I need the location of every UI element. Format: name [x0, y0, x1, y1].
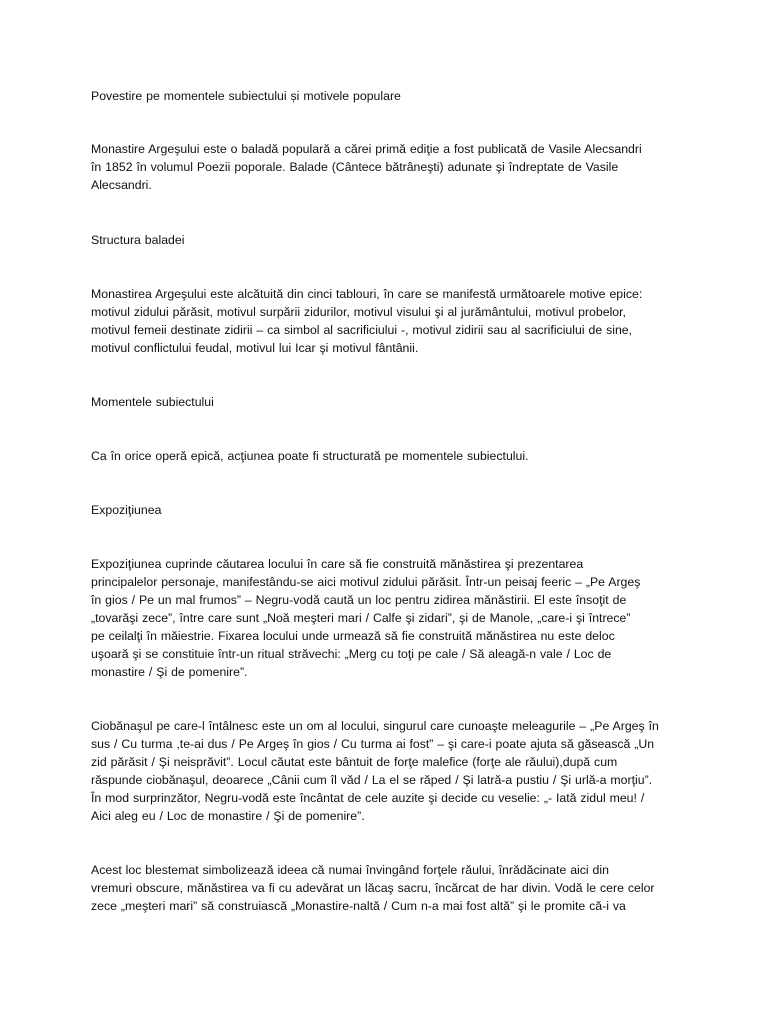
heading-momente [91, 393, 681, 411]
ciobanasul-paragraph [91, 717, 681, 825]
text-line: uşoară şi se constituie într-un ritual străvechi: „Merg cu toţi pe cale / Să aleagă-n vale / Loc de [91, 647, 612, 661]
expozitiune-paragraph [91, 555, 681, 681]
text-line: „tovarăşi zece”, între care sunt „Noă meşteri mari / Calfe şi zidari”, şi de Manole, „care-i şi întrece” [91, 611, 631, 625]
text-line: vremuri obscure, mănăstirea va fi cu adevărat un lăcaş sacru, încărcat de har divin. Vodă le cere celor [91, 881, 655, 895]
text-line: sus / Cu turma ,te-ai dus / Pe Argeş în gios / Cu turma ai fost” – şi care-i poate ajuta să găsească „Un [91, 737, 655, 751]
title-line: Povestire pe momentele subiectului și motivele populare [91, 89, 401, 103]
text-line: Acest loc blestemat simbolizează ideea că numai învingând forţele răului, înrădăcinate aici din [91, 863, 609, 877]
text-line: în 1852 în volumul Poezii poporale. Balade (Cântece bătrâneşti) adunate şi îndreptate de Vasile [91, 160, 619, 174]
text-line: principalelor personaje, manifestându-se aici motivul zidului părăsit. Într-un peisaj feeric – „Pe Argeş [91, 575, 641, 589]
text-line: Ciobănaşul pe care-l întâlnesc este un om al locului, singurul care cunoaşte meleagurile – „Pe Argeş în [91, 719, 659, 733]
text-line: Aici aleg eu / Loc de monastire / Şi de pomenire”. [91, 809, 365, 823]
structura-paragraph [91, 285, 681, 357]
text-line: răspunde ciobănaşul, deoarece „Cânii cum îl văd / La el se răped / Şi latră-a pustiu / Şi urlă-a morţiu”. [91, 773, 653, 787]
intro-paragraph [91, 140, 681, 194]
text-line: zece „meşteri mari” să construiască „Monastire-naltă / Cum n-a mai fost altă” şi le promite că-i va [91, 899, 626, 913]
text-line: zid părăsit / Şi neisprăvit”. Locul căutat este bântuit de forţe malefice (forţe ale răului),după cum [91, 755, 618, 769]
heading-line: Expoziţiunea [91, 503, 162, 517]
text-line: pe ceilalţi în măiestrie. Fixarea locului unde urmează să fie construită mănăstirea nu este deloc [91, 629, 615, 643]
heading-expozitiune [91, 501, 681, 519]
blestemat-paragraph [91, 861, 681, 915]
document-title [91, 87, 681, 105]
text-line: monastire / Şi de pomenire”. [91, 665, 248, 679]
momente-paragraph [91, 447, 681, 465]
text-line: Ca în orice operă epică, acţiunea poate fi structurată pe momentele subiectului. [91, 449, 529, 463]
text-line: Alecsandri. [91, 178, 152, 192]
text-line: motivul conflictului feudal, motivul lui Icar şi motivul fântânii. [91, 341, 419, 355]
text-line: Monastire Argeşului este o baladă populară a cărei primă ediţie a fost publicată de Vasile Alecsandri [91, 142, 642, 156]
heading-structura [91, 231, 681, 249]
text-line: în gios / Pe un mal frumos” – Negru-vodă caută un loc pentru zidirea mănăstirii. El este însoţit de [91, 593, 627, 607]
text-line: Monastirea Argeşului este alcătuită din cinci tablouri, în care se manifestă următoarele motive epice: [91, 287, 643, 301]
text-line: Expoziţiunea cuprinde căutarea locului în care să fie construită mănăstirea şi prezentarea [91, 557, 584, 571]
text-line: În mod surprinzător, Negru-vodă este încântat de cele auzite şi decide cu veselie: „- Iată zidul meu! / [91, 791, 645, 805]
text-line: motivul femeii destinate zidirii – ca simbol al sacrificiului -, motivul zidirii sau al sacrificiului de sine, [91, 323, 633, 337]
heading-line: Momentele subiectului [91, 395, 214, 409]
heading-line: Structura baladei [91, 233, 185, 247]
text-line: motivul zidului părăsit, motivul surpării zidurilor, motivul visului şi al jurământului, motivul probelor, [91, 305, 626, 319]
